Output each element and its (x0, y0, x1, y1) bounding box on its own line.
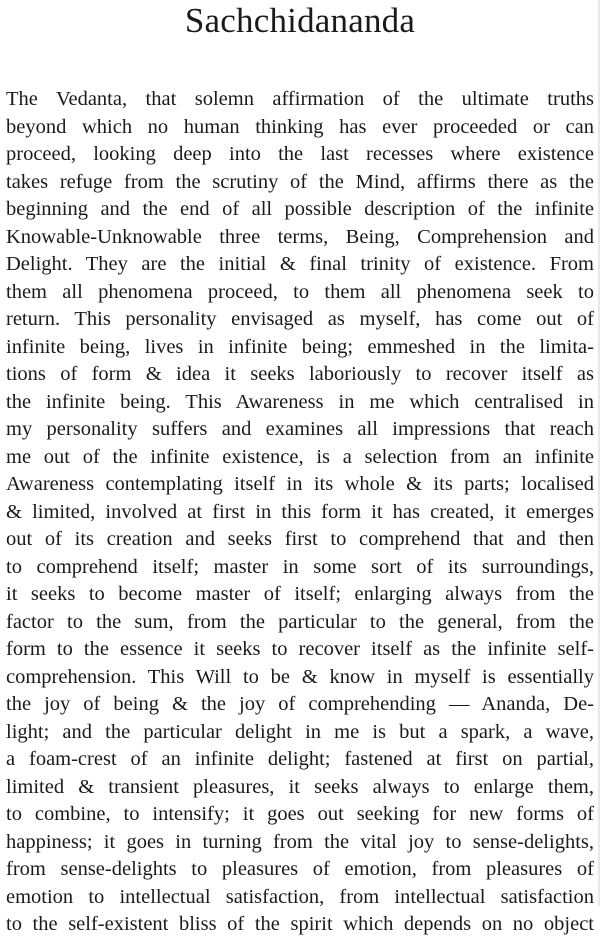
text-line: tions of form & idea it seeks laboriously to recover itself as (6, 363, 594, 385)
text-line: out of its creation and seeks first to comprehend that and then (6, 528, 594, 550)
text-line: the infinite being. This Awareness in me which centralised in (6, 390, 594, 413)
text-line: proceed, looking deep into the last recesses where existence (6, 143, 594, 165)
text-line: Delight. They are the initial & final trinity of existence. From (6, 253, 594, 275)
text-line: Awareness contemplating itself in its whole & its parts; localised (6, 473, 594, 495)
text-line: emotion to intellectual satisfaction, from intellectual satisfaction (6, 885, 594, 908)
text-line: me out of the infinite existence, is a selection from an infinite (6, 445, 594, 468)
text-line: to the self-existent bliss of the spirit which depends on no object (6, 913, 594, 935)
text-line: my personality suffers and examines all impressions that reach (6, 418, 594, 440)
text-line: takes refuge from the scrutiny of the Mind, affirms there as the (6, 170, 594, 193)
text-line: factor to the sum, from the particular to the general, from the (6, 610, 594, 633)
body-paragraph (6, 86, 594, 939)
text-line: The Vedanta, that solemn affirmation of the ultimate truths (6, 88, 594, 110)
text-line: limited & transient pleasures, it seeks always to enlarge them, (6, 775, 594, 798)
text-line: light; and the particular delight in me is but a spark, a wave, (6, 720, 594, 743)
text-line: it seeks to become master of itself; enlarging always from the (6, 583, 594, 605)
text-line: & limited, involved at first in this form it has created, it emerges (6, 500, 594, 523)
text-line: return. This personality envisaged as myself, has come out of (6, 308, 594, 330)
text-line: to combine, to intensify; it goes out seeking for new forms of (6, 803, 594, 825)
text-line: comprehension. This Will to be & know in myself is essentially (6, 665, 594, 688)
text-line: a foam-crest of an infinite delight; fastened at first on partial, (6, 748, 594, 770)
page-title: Sachchidananda (184, 1, 416, 40)
text-line: them all phenomena proceed, to them all phenomena seek to (6, 280, 594, 303)
text-line: infinite being, lives in infinite being; emmeshed in the limita- (6, 335, 594, 358)
text-line: beginning and the end of all possible description of the infinite (6, 198, 594, 220)
text-line: form to the essence it seeks to recover itself as the infinite self- (6, 638, 594, 660)
text-line: to comprehend itself; master in some sort of its surroundings, (6, 555, 594, 578)
text-line: beyond which no human thinking has ever proceeded or can (6, 115, 594, 138)
text-line: from sense-delights to pleasures of emotion, from pleasures of (6, 858, 594, 880)
text-line: Knowable-Unknowable three terms, Being, Comprehension and (6, 225, 594, 248)
text-line: happiness; it goes in turning from the vital joy to sense-delights, (6, 830, 594, 853)
text-line: the joy of being & the joy of comprehending — Ananda, De- (6, 693, 594, 715)
